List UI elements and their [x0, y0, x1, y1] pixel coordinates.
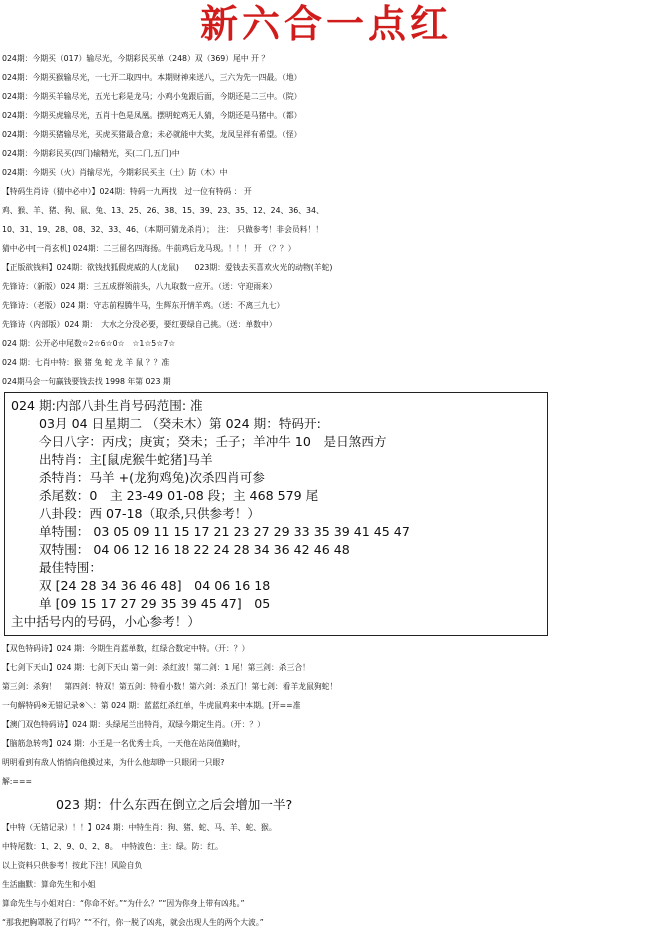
box-line: 双 [24 28 34 36 46 48] 04 06 16 18 — [39, 578, 271, 593]
box-line: 杀尾数：0 主 23-49 01-08 段；主 468 579 尾 — [39, 488, 319, 503]
text-line: 算命先生与小姐对白：“你命不好。”“为什么？”“因为你身上带有凶兆。” — [2, 899, 245, 908]
text-line: 024期：今期买猪输尽光，买虎买猪最合意；未必就能中大奖，龙凤呈祥有希望。（怪） — [2, 130, 302, 139]
box-line: 八卦段：西 07-18（取杀,只供参考！） — [39, 506, 260, 521]
text-line: 【脑筋急转弯】024 期：小王是一名优秀士兵，一天他在站岗值勤时， — [2, 739, 246, 748]
bagua-range-box — [4, 392, 548, 636]
box-line: 杀特肖：马羊 +(龙狗鸡兔)次杀四肖可参 — [39, 470, 265, 485]
text-line: 024期：今期买虎输尽光，五肖十色是凤凰。摆明蛇鸡无人猜，今期还是马猪中。（都） — [2, 111, 302, 120]
text-line: 一句解特码※无错记录※＼：第 024 期：蓝蓝红杀红单，牛虎鼠鸡来中本期。[开==准 — [2, 701, 301, 710]
box-line: 最佳特围： — [39, 560, 102, 575]
text-line: 【澳门双色特码诗】024 期：头绿尾兰出特肖，双绿今期定生肖。（开：？） — [2, 720, 265, 729]
text-line: 中特尾数：1、2、9、0、2、8。 中特波色：主：绿。防：红。 — [2, 842, 223, 851]
text-line: 鸡、猴、羊、猪、狗、鼠、兔、13、25、26、38、15、39、23、35、12、24、36、34、 — [2, 206, 324, 215]
page-title: 新六合一点红 — [199, 1, 452, 46]
text-line: 猜中必中[一肖玄机] 024期：二三留名四海扬。牛前鸡后龙马现。！！！ 开 （？？） — [2, 244, 296, 253]
text-line: 023 期：什么东西在倒立之后会增加一半? — [56, 797, 293, 812]
box-line: 主中括号内的号码，小心参考！） — [11, 614, 200, 629]
text-line: 【特码生肖诗（猜中必中）】024期：特码一九两找 过一位有特码 ： 开 — [2, 187, 252, 196]
text-line: 【七剑下天山】024 期：七剑下天山 第一剑：杀红波！第二剑：1 尾！第三剑：杀三合！ — [2, 663, 310, 672]
box-line: 出特肖：主[鼠虎猴牛蛇猪]马羊 — [39, 452, 213, 467]
text-line: 先锋诗：（老版）024 期：守志前程腾牛马，生辉东开情羊鸡。（送：不离三九七） — [2, 301, 285, 310]
text-line: 【中特（无错记录）！！】024 期：中特生肖：狗、猪、蛇、马、羊、蛇、猴。 — [2, 823, 277, 832]
box-line: 单 [09 15 17 27 29 35 39 45 47] 05 — [39, 596, 271, 611]
text-line: 第三剑：杀狗！ 第四剑：特双！第五剑：特看小数！第六剑：杀五门！第七剑：看羊龙鼠狗蛇！ — [2, 682, 338, 691]
text-line: 【正版欲钱料】024期：欲钱找狐假虎威的人(龙鼠) 023期：爱钱去买喜欢火光的动物(羊蛇) — [2, 263, 333, 272]
box-line: 今日八字：丙戌；庚寅；癸未；壬子；羊冲牛 10 是日煞西方 — [39, 434, 387, 449]
text-line: 024期：今期买（火）肖输尽光，今期彩民买主（土）防（木）中 — [2, 168, 228, 177]
text-line: 先锋诗：（新版）024 期：三五成群领前头，八九取数一应开。（送：守迎雨来） — [2, 282, 277, 291]
text-line: 解:=== — [2, 777, 33, 786]
box-line: 单特围： 03 05 09 11 15 17 21 23 27 29 33 35 39 41 45 47 — [39, 524, 410, 539]
box-line: 024 期:内部八卦生肖号码范围: 准 — [11, 398, 203, 413]
text-line: 024期：今期买（017）输尽光，今期彩民买单（248）双（369）尾中 开 ？ — [2, 54, 270, 63]
box-line: 03月 04 日星期二 （癸未木）第 024 期：特码开: — [39, 416, 321, 431]
text-line: 024 期：七肖中特：猴 猪 兔 蛇 龙 羊 鼠 ？？准 — [2, 358, 170, 367]
box-line: 双特围： 04 06 12 16 18 22 24 28 34 36 42 46 48 — [39, 542, 350, 557]
text-line: 024期马会一句赢钱要钱去找 1998 年第 023 期 — [2, 377, 171, 386]
text-line: 024期：今期买羊输尽光，五光七彩是龙马；小鸡小兔跟后面，今期还是二三中。（院） — [2, 92, 302, 101]
text-line: 10、31、19、28、08、32、33、46、（本期可猜龙杀肖）； 注： 只做参考！非会员料！！ — [2, 225, 324, 234]
text-line: “那我把胸罩脱了行吗？”“不行，你一脱了凶兆，就会出现人生的两个大波。” — [2, 918, 264, 927]
text-line: 024 期：公开必中尾数☆2☆6☆0☆ ☆1☆5☆7☆ — [2, 339, 176, 348]
text-line: 024期：今期彩民买(四门)输精光，买(二门,五门)中 — [2, 149, 180, 158]
text-line: 以上资料只供参考！按此下注！风险自负 — [2, 861, 143, 870]
text-line: 明明看到有敌人悄悄向他摸过来，为什么他却睁一只眼闭一只眼? — [2, 758, 225, 767]
text-line: 生活幽默：算命先生和小姐 — [2, 880, 96, 889]
text-line: 024期：今期买猴输尽光，一七开二取四中。本期财神来送八，三六为先一四最。（地） — [2, 73, 302, 82]
text-line: 【双色特码诗】024 期：今期生肖蓝单数，红绿合数定中特。（开：？） — [2, 644, 250, 653]
text-line: 先锋诗（内部版）024 期： 大水之分没必要，要红要绿自己挑。（送：单数中） — [2, 320, 277, 329]
